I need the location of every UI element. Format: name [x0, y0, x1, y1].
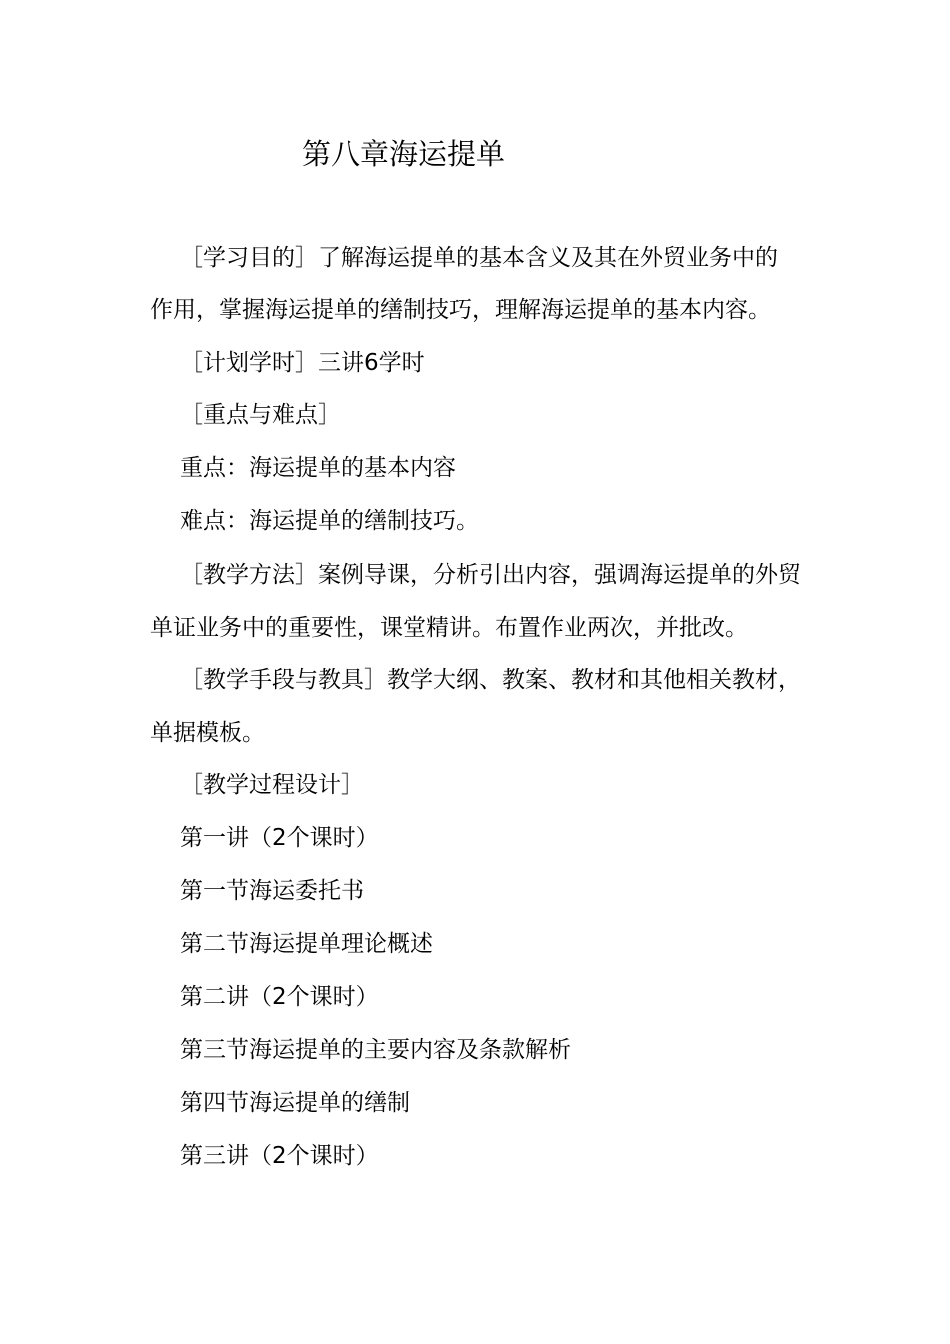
- planned-hours-line: ［计划学时］三讲6学时: [180, 350, 425, 376]
- key-point-line: 重点：海运提单的基本内容: [180, 455, 456, 481]
- section-2-line: 第二节海运提单理论概述: [180, 931, 433, 957]
- paragraph-learning-objective-line-1: ［学习目的］了解海运提单的基本含义及其在外贸业务中的: [180, 245, 778, 271]
- lecture-3-line: 第三讲（2个课时）: [180, 1143, 379, 1169]
- teaching-method-line-2: 单证业务中的重要性，课堂精讲。布置作业两次，并批改。: [150, 615, 748, 641]
- section-1-line: 第一节海运委托书: [180, 878, 364, 904]
- teaching-process-heading: ［教学过程设计］: [180, 772, 364, 798]
- key-difficult-points-heading: ［重点与难点］: [180, 402, 341, 428]
- section-4-line: 第四节海运提单的缮制: [180, 1090, 410, 1116]
- paragraph-learning-objective-line-2: 作用，掌握海运提单的缮制技巧，理解海运提单的基本内容。: [150, 297, 771, 323]
- teaching-tools-line-2: 单据模板。: [150, 720, 265, 746]
- difficult-point-line: 难点：海运提单的缮制技巧。: [180, 508, 479, 534]
- chapter-title: 第八章海运提单: [302, 137, 506, 171]
- teaching-method-line-1: ［教学方法］案例导课，分析引出内容，强调海运提单的外贸: [180, 562, 801, 588]
- teaching-tools-line-1: ［教学手段与教具］教学大纲、教案、教材和其他相关教材，: [180, 667, 801, 693]
- lecture-1-line: 第一讲（2个课时）: [180, 825, 379, 851]
- lecture-2-line: 第二讲（2个课时）: [180, 984, 379, 1010]
- section-3-line: 第三节海运提单的主要内容及条款解析: [180, 1037, 571, 1063]
